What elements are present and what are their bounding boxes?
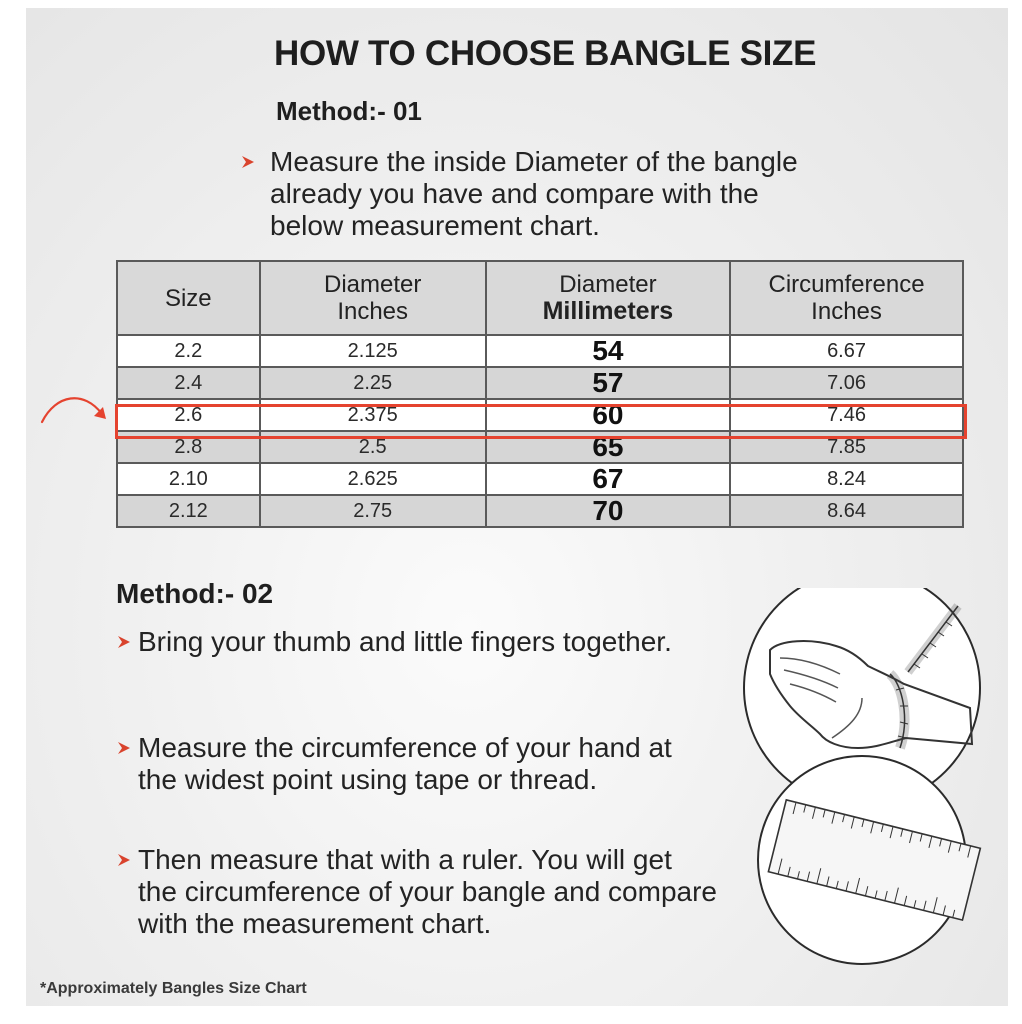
cell-diameter-inches: 2.125 <box>260 335 486 367</box>
header-diameter-inches: Diameter Inches <box>260 261 486 335</box>
table-header-row <box>117 261 963 335</box>
cell-circumference: 7.06 <box>730 367 963 399</box>
cell-circumference: 8.24 <box>730 463 963 495</box>
page-title: HOW TO CHOOSE BANGLE SIZE <box>274 34 817 73</box>
cell-circumference: 8.64 <box>730 495 963 527</box>
cell-diameter-mm: 54 <box>486 335 730 367</box>
cell-diameter-inches: 2.625 <box>260 463 486 495</box>
table-row <box>117 495 963 527</box>
cell-diameter-inches: 2.5 <box>260 431 486 463</box>
cell-diameter-inches: 2.75 <box>260 495 486 527</box>
table-row <box>117 335 963 367</box>
cell-diameter-mm: 65 <box>486 431 730 463</box>
cell-size: 2.2 <box>117 335 260 367</box>
cell-diameter-mm: 70 <box>486 495 730 527</box>
method-2-bullet: Bring your thumb and little fingers together. <box>138 626 672 657</box>
chevron-right-icon <box>116 634 132 650</box>
header-size: Size <box>117 261 260 335</box>
cell-diameter-mm: 60 <box>486 399 730 431</box>
ruler-illustration <box>758 756 980 964</box>
cell-size: 2.8 <box>117 431 260 463</box>
method-1-heading: Method:- 01 <box>276 96 422 126</box>
header-diameter-mm: Diameter Millimeters <box>486 261 730 335</box>
cell-size: 2.10 <box>117 463 260 495</box>
cell-diameter-inches: 2.375 <box>260 399 486 431</box>
cell-diameter-mm: 57 <box>486 367 730 399</box>
cell-diameter-inches: 2.25 <box>260 367 486 399</box>
method-2-bullet: Then measure that with a ruler. You will get the circumference of your bangle and compare with the measurement chart. <box>138 844 717 939</box>
cell-circumference: 7.46 <box>730 399 963 431</box>
table-row <box>117 463 963 495</box>
chevron-right-icon <box>116 740 132 756</box>
cell-circumference: 6.67 <box>730 335 963 367</box>
cell-size: 2.4 <box>117 367 260 399</box>
size-chart-table <box>116 260 964 528</box>
table-row <box>117 367 963 399</box>
footnote: *Approximately Bangles Size Chart <box>40 980 307 997</box>
method-1-text: Measure the inside Diameter of the bangle already you have and compare with the below measurement chart. <box>270 146 798 241</box>
chevron-right-icon <box>116 852 132 868</box>
cell-circumference: 7.85 <box>730 431 963 463</box>
cell-size: 2.6 <box>117 399 260 431</box>
curved-arrow-icon <box>40 386 112 433</box>
cell-diameter-mm: 67 <box>486 463 730 495</box>
method-2-heading: Method:- 02 <box>116 578 274 609</box>
measurement-illustration <box>740 588 1000 973</box>
chevron-right-icon <box>240 154 256 170</box>
header-circumference: Circumference Inches <box>730 261 963 335</box>
cell-size: 2.12 <box>117 495 260 527</box>
table-row <box>117 431 963 463</box>
table-row-highlighted <box>117 399 963 431</box>
method-2-bullet: Measure the circumference of your hand at the widest point using tape or thread. <box>138 732 672 795</box>
